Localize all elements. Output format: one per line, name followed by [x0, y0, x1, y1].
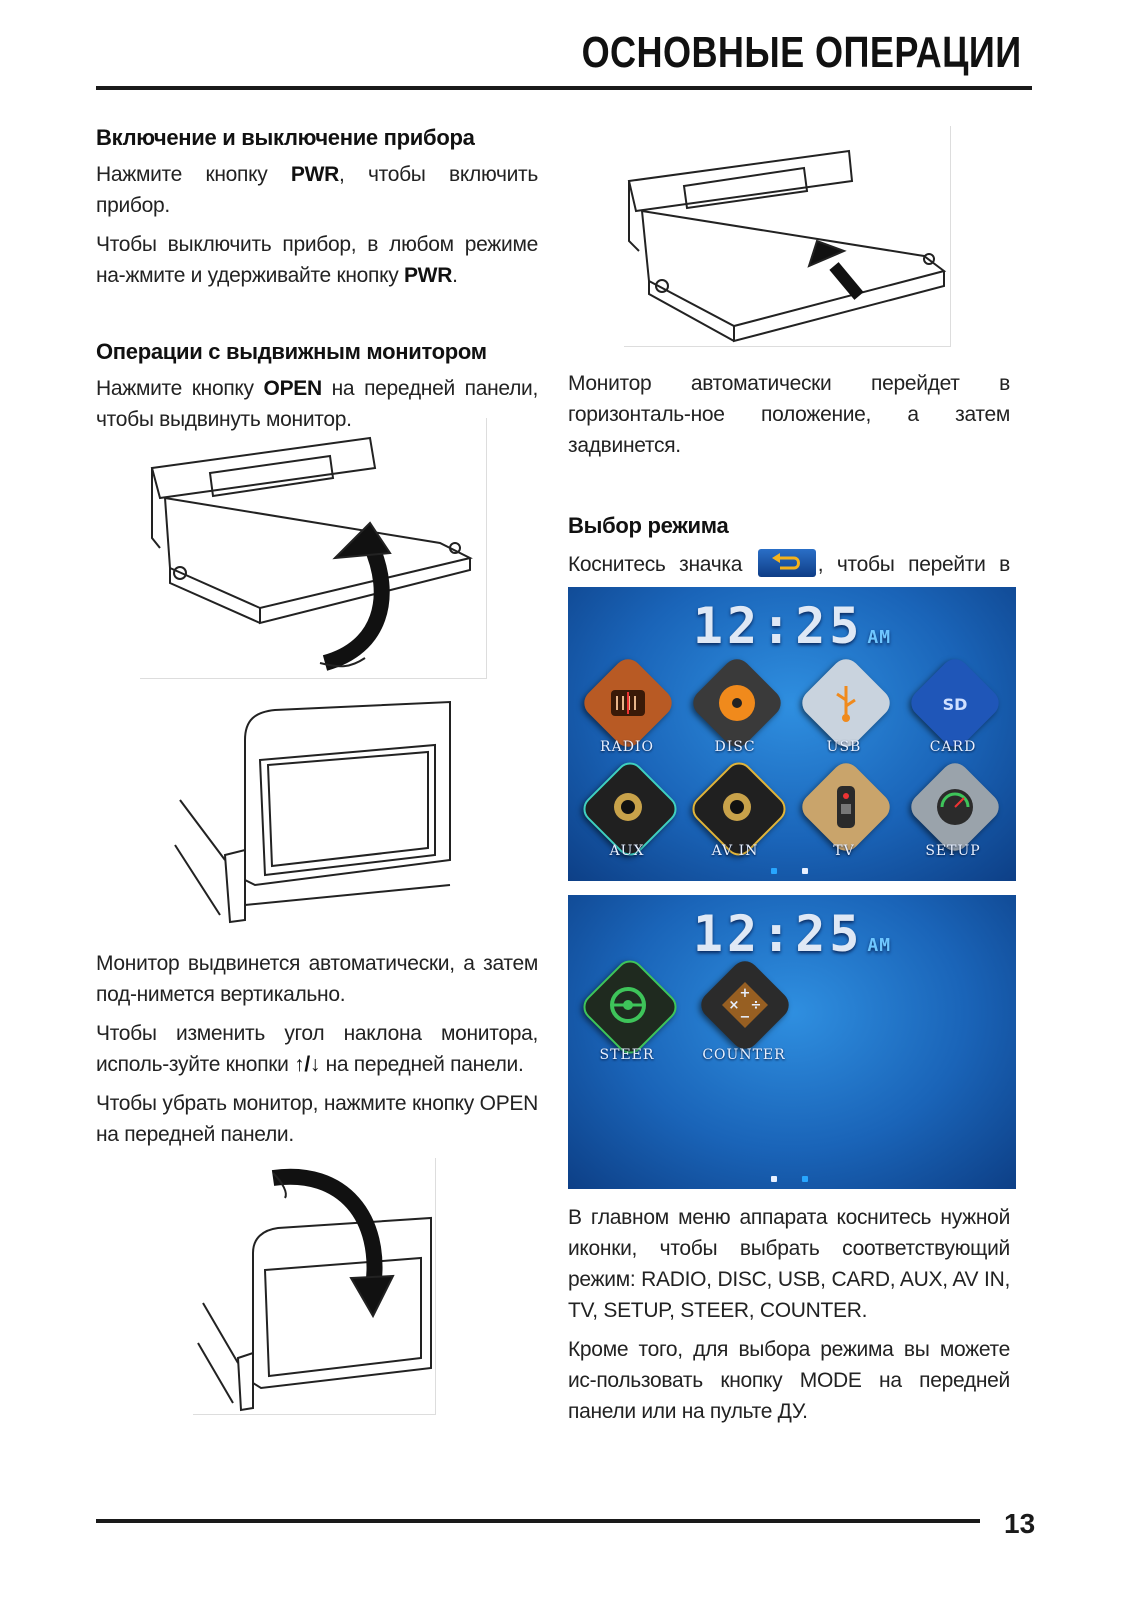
paragraph-power-off: Чтобы выключить прибор, в любом режиме на-жмите и удерживайте кнопку PWR.: [96, 233, 538, 287]
page-indicator[interactable]: [802, 868, 808, 874]
section-heading-monitor: Операции с выдвижным монитором: [96, 339, 487, 364]
svg-text:÷: ÷: [750, 998, 762, 1013]
menu-label-av-in: AV IN: [711, 843, 759, 859]
left-column-lower: [96, 948, 538, 1150]
menu-label-disc: DISC: [714, 739, 756, 755]
paragraph-close: Чтобы убрать монитор, нажмите кнопку OPEN на передней панели.: [96, 1092, 538, 1146]
menu-label-aux: AUX: [609, 843, 645, 859]
footer-rule: [96, 1519, 980, 1523]
clock-display: 12:25 AM: [692, 597, 892, 655]
page-title: ОСНОВНЫЕ ОПЕРАЦИИ: [582, 28, 1022, 77]
paragraph-retract: Монитор автоматически перейдет в горизонталь-ное положение, а затем задвинется.: [568, 372, 1010, 457]
menu-label-counter: COUNTER: [702, 1047, 786, 1063]
paragraph-tilt: Чтобы изменить угол наклона монитора, исполь-зуйте кнопки ↑/↓ на передней панели.: [96, 1022, 538, 1076]
svg-text:+: +: [739, 986, 751, 1001]
paragraph-open: Нажмите кнопку OPEN на передней панели, чтобы выдвинуть монитор.: [96, 377, 538, 431]
page-indicator-active[interactable]: [802, 1176, 808, 1182]
paragraph-select-mode: В главном меню аппарата коснитесь нужной иконки, чтобы выбрать соответствующий режим: RADIO, DISC, USB, CARD, AUX, AV IN, TV, SETUP, STEER, COUNTER.: [568, 1206, 1010, 1322]
main-menu-screen-1: [568, 587, 1016, 881]
page-indicator[interactable]: [771, 1176, 777, 1182]
home-return-icon: [758, 549, 816, 577]
main-menu-screen-2: [568, 895, 1016, 1189]
menu-label-steer: STEER: [599, 1047, 655, 1063]
monitor-close-illustration: [193, 1158, 436, 1415]
page-number: 13: [1004, 1508, 1036, 1539]
svg-text:SD: SD: [942, 695, 968, 714]
left-column: [96, 125, 538, 435]
svg-text:×: ×: [728, 998, 740, 1013]
paragraph-mode-button: Кроме того, для выбора режима вы можете ис-пользовать кнопку MODE на передней панели или на пульте ДУ.: [568, 1338, 1010, 1423]
monitor-upright-illustration: [170, 690, 460, 930]
up-down-arrows-icon: ↑/↓: [294, 1053, 321, 1076]
header-rule: [96, 86, 1032, 90]
menu-label-card: CARD: [929, 739, 977, 755]
right-column: [568, 368, 1010, 611]
svg-text:−: −: [739, 1010, 751, 1025]
monitor-retract-illustration: [624, 126, 951, 347]
right-column-lower: [568, 1202, 1010, 1427]
menu-label-tv: TV: [833, 843, 855, 859]
monitor-open-illustration: [140, 418, 487, 679]
page-indicator-active[interactable]: [771, 868, 777, 874]
menu-label-radio: RADIO: [600, 739, 654, 755]
paragraph-touch-home: Коснитесь значка , чтобы перейти в: [568, 549, 1010, 611]
clock-display: 12:25 AM: [692, 905, 892, 963]
section-heading-power: Включение и выключение прибора: [96, 125, 475, 150]
paragraph-monitor-rises: Монитор выдвинется автоматически, а затем под-нимется вертикально.: [96, 952, 538, 1006]
menu-label-setup: SETUP: [925, 843, 981, 859]
menu-label-usb: USB: [826, 739, 862, 755]
section-heading-mode: Выбор режима: [568, 513, 729, 538]
paragraph-power-on: Нажмите кнопку PWR, чтобы включить прибор.: [96, 163, 538, 217]
